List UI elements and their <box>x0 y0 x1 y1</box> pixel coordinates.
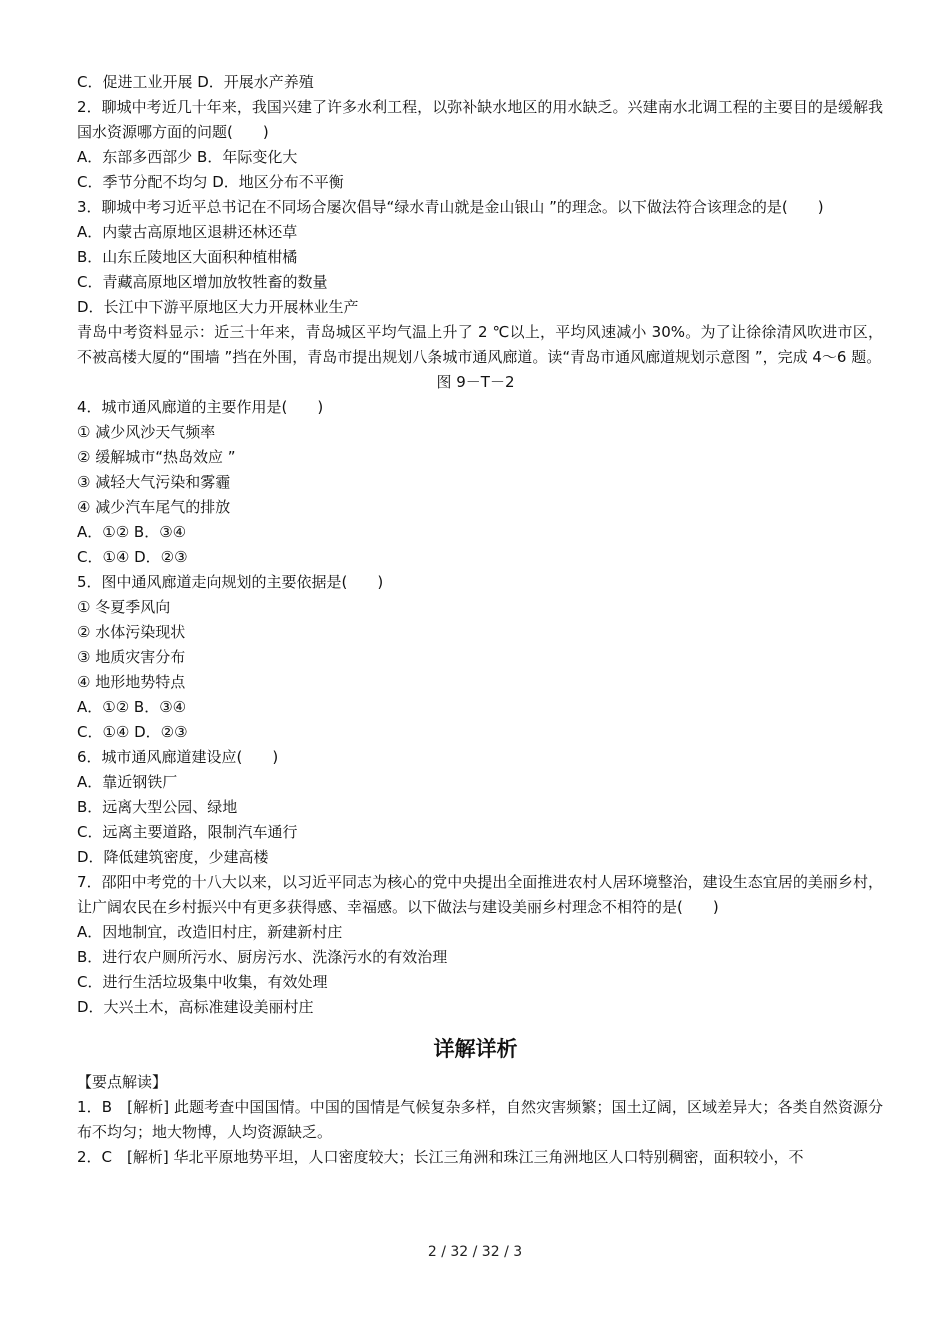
q5-item-2: ② 水体污染现状 <box>77 623 186 641</box>
q2-option-ab: A．东部多西部少 B．年际变化大 <box>77 148 298 166</box>
answer-1: 1．B [解析] 此题考查中国国情。中国的国情是气候复杂多样，自然灾害频繁；国土辽阔，区域差异大；各类自然资源分布不均匀；地大物博，人均资源缺乏。 <box>77 1098 883 1141</box>
q5-option-cd: C．①④ D．②③ <box>77 723 188 741</box>
question-5: 5．图中通风廊道走向规划的主要依据是( ) <box>77 573 384 591</box>
q7-option-c: C．进行生活垃圾集中收集，有效处理 <box>77 973 328 991</box>
q3-option-c: C．青藏高原地区增加放牧牲畜的数量 <box>77 273 328 291</box>
question-2: 2．聊城中考近几十年来，我国兴建了许多水利工程，以弥补缺水地区的用水缺乏。兴建南水北调工程的主要目的是缓解我国水资源哪方面的问题( ) <box>77 98 883 141</box>
q4-item-1: ① 减少风沙天气频率 <box>77 423 216 441</box>
q1-option-cd: C．促进工业开展 D．开展水产养殖 <box>77 73 314 91</box>
question-4: 4．城市通风廊道的主要作用是( ) <box>77 398 324 416</box>
q4-item-2: ② 缓解城市“热岛效应 ” <box>77 448 236 466</box>
q2-option-cd: C．季节分配不均匀 D．地区分布不平衡 <box>77 173 344 191</box>
q4-option-cd: C．①④ D．②③ <box>77 548 188 566</box>
question-6: 6．城市通风廊道建设应( ) <box>77 748 279 766</box>
document-page <box>68 70 883 1170</box>
q5-option-ab: A．①② B．③④ <box>77 698 187 716</box>
q7-option-d: D．大兴土木，高标准建设美丽村庄 <box>77 998 314 1016</box>
page-footer: 2 / 32 / 32 / 3 <box>427 1244 523 1260</box>
q4-option-ab: A．①② B．③④ <box>77 523 187 541</box>
q7-option-b: B．进行农户厕所污水、厨房污水、洗涤污水的有效治理 <box>77 948 448 966</box>
question-3: 3．聊城中考习近平总书记在不同场合屡次倡导“绿水青山就是金山银山 ”的理念。以下做法符合该理念的是( ) <box>77 198 824 216</box>
answers-heading: 【要点解读】 <box>77 1073 168 1091</box>
q5-item-3: ③ 地质灾害分布 <box>77 648 186 666</box>
material-passage: 青岛中考资料显示：近三十年来，青岛城区平均气温上升了 2 ℃以上，平均风速减小 30%。为了让徐徐清风吹进市区，不被高楼大厦的“围墙 ”挡在外围，青岛市提出规划八条城市通风廊道。读“青岛市通风廊道规划示意图 ”，完成 4～6 题。 <box>77 323 883 366</box>
q4-item-3: ③ 减轻大气污染和雾霾 <box>77 473 231 491</box>
answer-2: 2．C [解析] 华北平原地势平坦，人口密度较大；长江三角洲和珠江三角洲地区人口特别稠密，面积较小，不 <box>77 1148 804 1166</box>
q5-item-1: ① 冬夏季风向 <box>77 598 171 616</box>
q6-option-b: B．远离大型公园、绿地 <box>77 798 238 816</box>
q6-option-d: D．降低建筑密度，少建高楼 <box>77 848 269 866</box>
q5-item-4: ④ 地形地势特点 <box>77 673 186 691</box>
question-7: 7．邵阳中考党的十八大以来，以习近平同志为核心的党中央提出全面推进农村人居环境整治，建设生态宜居的美丽乡村，让广阔农民在乡村振兴中有更多获得感、幸福感。以下做法与建设美丽乡村理念不相符的是( ) <box>77 873 883 916</box>
figure-caption: 图 9－T－2 <box>436 373 515 391</box>
q3-option-d: D．长江中下游平原地区大力开展林业生产 <box>77 298 359 316</box>
answers-section-title: 详解详析 <box>433 1037 518 1061</box>
q7-option-a: A．因地制宜，改造旧村庄，新建新村庄 <box>77 923 343 941</box>
q6-option-a: A．靠近钢铁厂 <box>77 773 178 791</box>
q3-option-b: B．山东丘陵地区大面积种植柑橘 <box>77 248 298 266</box>
q3-option-a: A．内蒙古高原地区退耕还林还草 <box>77 223 298 241</box>
q4-item-4: ④ 减少汽车尾气的排放 <box>77 498 231 516</box>
q6-option-c: C．远离主要道路，限制汽车通行 <box>77 823 298 841</box>
